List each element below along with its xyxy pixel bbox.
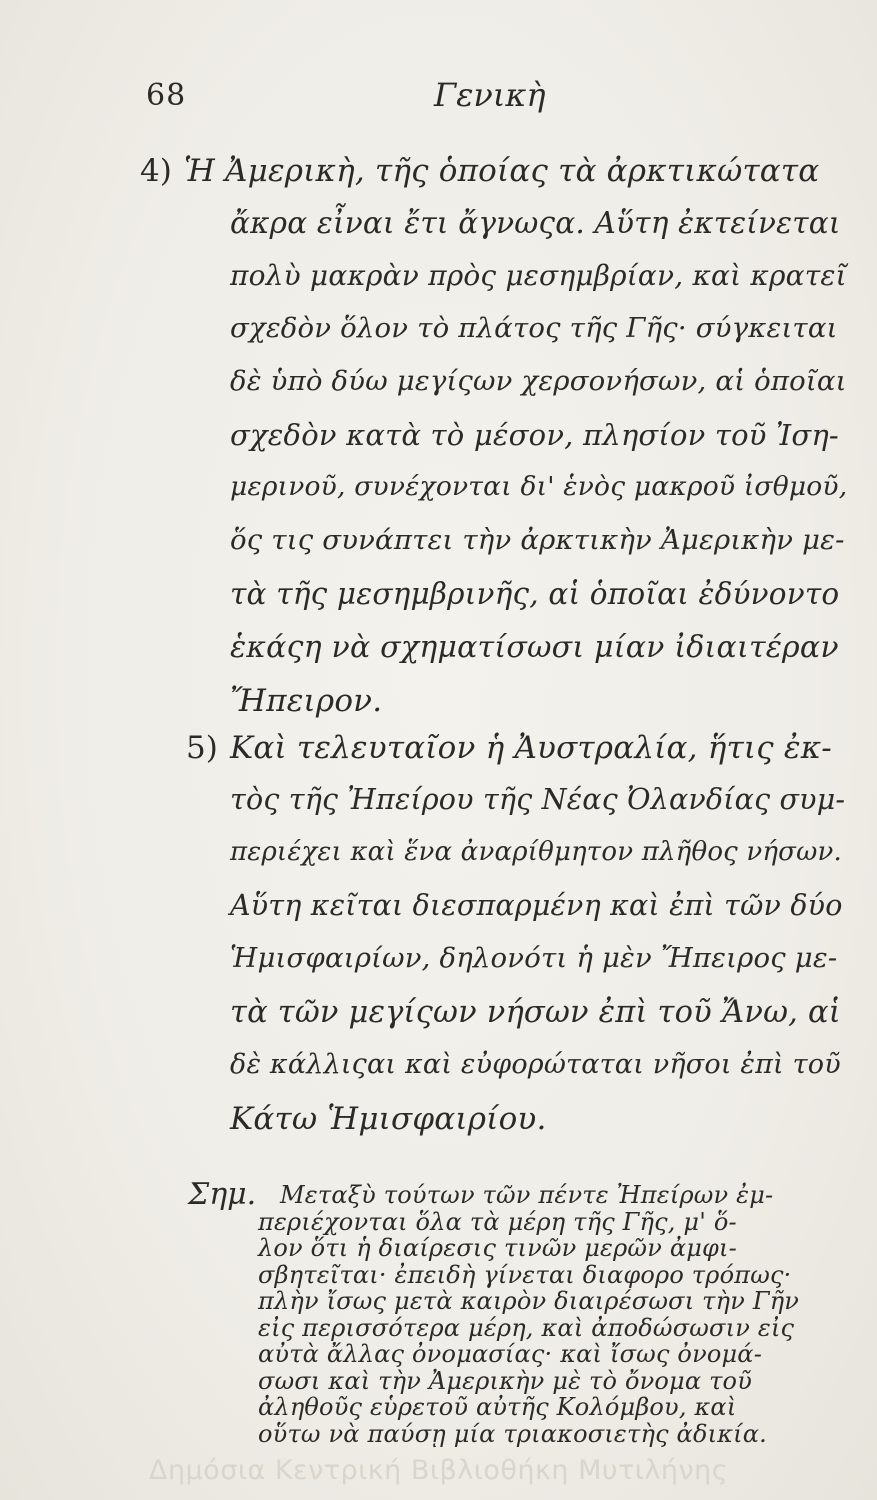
section-4-line: ὅς τις συνάπτει τὴν ἀρκτικὴν Ἀμερικὴν με- (230, 524, 845, 556)
section-4-line: Ἡ Ἀμερικὴ, τῆς ὁποίας τὰ ἀρκτικώτατα (184, 153, 820, 189)
section-4-line: δὲ ὑπὸ δύω μεγίςων χερσονήσων, αἱ ὁποῖαι (230, 365, 847, 397)
note-line: αὐτὰ ἄλλας ὀνομασίας· καὶ ἴσως ὀνομά- (258, 1340, 763, 1368)
note-line: λον ὅτι ἡ διαίρεσις τινῶν μερῶν ἀμφι- (258, 1234, 737, 1262)
note-label: Σημ. (188, 1177, 257, 1212)
section-4-line: μερινοῦ, συνέχονται δι' ἑνὸς μακροῦ ἰσθμοῦ, (230, 471, 848, 502)
note-line: σωσι καὶ τὴν Ἀμερικὴν μὲ τὸ ὄνομα τοῦ (258, 1366, 752, 1395)
note-line: εἰς περισσότερα μέρη, καὶ ἀποδώσωσιν εἰς (258, 1313, 795, 1342)
section-5-line: δὲ κάλλιςαι καὶ εὐφορώταται νῆσοι ἐπὶ τοῦ (230, 1049, 841, 1080)
section-4-line: τὰ τῆς μεσημβρινῆς, αἱ ὁποῖαι ἐδύνοντο (230, 577, 840, 611)
library-watermark: Δημόσια Κεντρική Βιβλιοθήκη Μυτιλήνης (148, 1455, 729, 1486)
section-5-line: τὸς τῆς Ἠπείρου τῆς Νέας Ὀλανδίας συμ- (230, 783, 846, 816)
section-4-line: σχεδὸν ὅλον τὸ πλάτος τῆς Γῆς· σύγκειται (230, 312, 838, 344)
section-5-line: Ἡμισφαιρίων, δηλονότι ἡ μὲν Ἤπειρος με- (230, 942, 838, 974)
section-5-line: περιέχει καὶ ἕνα ἀναρίθμητον πλῆθος νήσων. (230, 837, 842, 867)
section-5-line: Αὕτη κεῖται διεσπαρμένη καὶ ἐπὶ τῶν δύο (230, 889, 843, 922)
section-5-line: τὰ τῶν μεγίςων νήσων ἐπὶ τοῦ Ἄνω, αἱ (230, 995, 841, 1030)
section-4-line: σχεδὸν κατὰ τὸ μέσον, πλησίον τοῦ Ἰση- (230, 418, 839, 452)
section-4-line: πολὺ μακρὰν πρὸς μεσημβρίαν, καὶ κρατεῖ (230, 259, 847, 292)
note-line: Μεταξὺ τούτων τῶν πέντε Ἠπείρων ἐμ- (280, 1181, 774, 1209)
section-5-number: 5) (186, 730, 218, 766)
section-4-line: Ἤπειρον. (230, 683, 383, 719)
note-line: περιέχονται ὅλα τὰ μέρη τῆς Γῆς, μ' ὅ- (258, 1207, 737, 1236)
note-line: σβητεῖται· ἐπειδὴ γίνεται διαφορο τρόπως· (258, 1260, 792, 1289)
note-line: ἀληθοῦς εὑρετοῦ αὐτῆς Κολόμβου, καὶ (258, 1393, 737, 1421)
running-head: Γενικὴ (434, 76, 546, 114)
section-4-line: ἑκάςη νὰ σχηματίσωσι μίαν ἰδιαιτέραν (230, 630, 839, 665)
page-number: 68 (146, 78, 187, 113)
section-5-line: Κάτω Ἡμισφαιρίου. (230, 1101, 547, 1137)
note-line: πλὴν ἴσως μετὰ καιρὸν διαιρέσωσι τὴν Γῆν (258, 1287, 800, 1315)
note-line: οὕτω νὰ παύσῃ μία τριακοσιετὴς ἀδικία. (258, 1419, 767, 1448)
section-4-line: ἄκρα εἶναι ἔτι ἄγνωςα. Αὕτη ἐκτείνεται (230, 206, 841, 240)
section-4-number: 4) (140, 153, 172, 189)
section-5-line: Καὶ τελευταῖον ἡ Ἀυστραλία, ἥτις ἐκ- (230, 730, 832, 766)
